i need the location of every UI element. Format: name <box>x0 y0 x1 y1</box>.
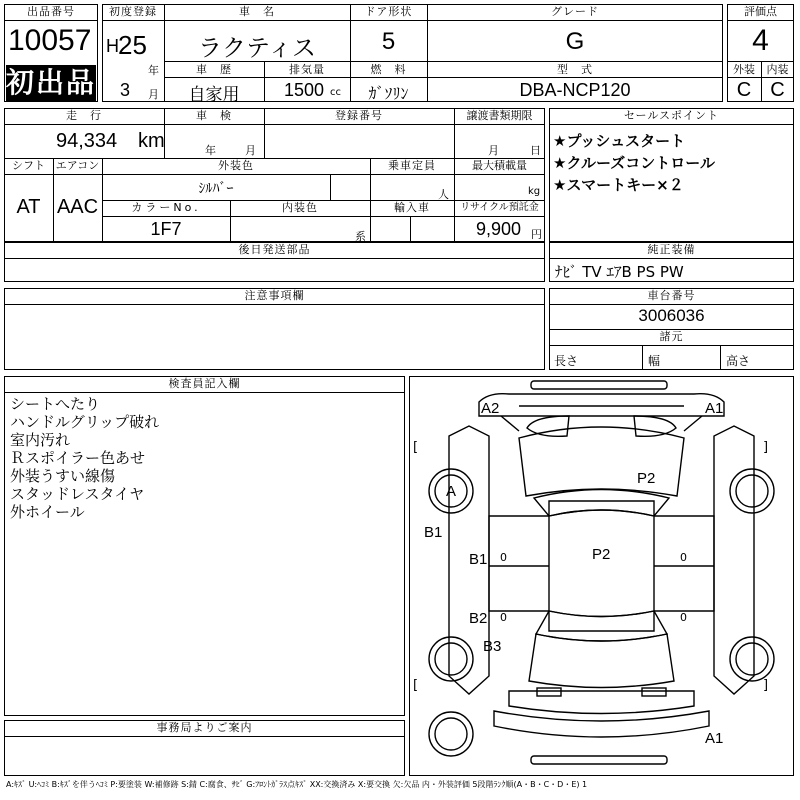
lot-number: 10057 <box>8 24 92 57</box>
history-label: 車 歴 <box>196 63 232 76</box>
inspector-note: Ｒスポイラー色あせ <box>10 449 146 467</box>
chassis-number: 3006036 <box>638 306 705 325</box>
inspection-year-unit: 年 <box>205 144 216 157</box>
sales-point: ★スマートキー×２ <box>553 176 684 194</box>
damage-mark: P2 <box>592 546 611 563</box>
aircon: AAC <box>56 196 99 218</box>
shift: AT <box>16 196 41 218</box>
first-registration-label: 初度登録 <box>109 5 157 18</box>
displacement-unit: cc <box>330 87 341 98</box>
bracket: ] <box>763 440 769 455</box>
grade-label: グレード <box>551 5 599 18</box>
interior-grade: C <box>770 79 785 101</box>
damage-mark: A1 <box>705 400 724 417</box>
inspector-note: 室内汚れ <box>10 431 71 449</box>
registration-year: 25 <box>118 30 147 60</box>
hood-outline <box>519 427 684 496</box>
length-label: 長さ <box>554 354 579 368</box>
bracket: [ <box>413 440 419 455</box>
door-count: 5 <box>381 28 396 55</box>
front-bumper-top <box>531 381 667 389</box>
sales-point: ★クルーズコントロール <box>553 154 715 172</box>
displacement-label: 排気量 <box>289 63 325 76</box>
interior-color-unit: 系 <box>355 230 366 243</box>
aircon-label: エアコン <box>55 159 100 172</box>
recycle-deposit: 9,900 <box>476 219 522 239</box>
exterior-color-label: 外装色 <box>218 159 254 172</box>
registration-month: 3 <box>120 80 131 100</box>
notes-label: 注意事項欄 <box>244 289 305 302</box>
bracket: ] <box>763 678 769 693</box>
month-unit: 月 <box>148 88 159 101</box>
damage-mark: B2 <box>469 610 488 627</box>
damage-mark: B1 <box>469 551 488 568</box>
exterior-color: ｼﾙﾊﾞｰ <box>198 181 234 197</box>
mileage-label: 走 行 <box>66 109 102 122</box>
score-label: 評価点 <box>744 5 777 18</box>
color-number-label: カラーNo. <box>131 201 201 214</box>
zero-mark: 0 <box>680 551 687 564</box>
car-name: ラクティス <box>197 34 317 62</box>
inspector-note: ハンドルグリップ破れ <box>10 413 160 431</box>
damage-mark: B3 <box>483 638 502 655</box>
model-code: DBA-NCP120 <box>519 80 631 100</box>
legend: A:ｷｽﾞ U:ﾍｺﾐ B:ｷｽﾞを伴うﾍｺﾐ P:要塗装 W:補修跡 S:錆 C:腐食、ｻﾋﾞ G:ﾌﾛﾝﾄｶﾞﾗｽ点ｷｽﾞ XX:交換済み X:要交換 欠:欠品 内・外装評価 5段階ﾗﾝｸ順(A・B・C・D・E) 1 <box>6 780 588 789</box>
model-label: 型 式 <box>557 63 593 76</box>
equipment-list: ﾅﾋﾞ TV ｴｱB PS PW <box>555 263 684 281</box>
damage-mark: A1 <box>705 730 724 747</box>
damage-mark: P2 <box>637 470 656 487</box>
chassis-number-label: 車台番号 <box>647 289 696 302</box>
rear-outline <box>529 634 674 688</box>
fuel-label: 燃 料 <box>370 63 407 76</box>
car-diagram <box>409 376 794 776</box>
rear-bumper <box>494 711 709 737</box>
shift-label: シフト <box>12 159 45 172</box>
exterior-grade: C <box>736 79 752 101</box>
zero-mark: 0 <box>680 611 687 624</box>
right-side <box>714 426 754 694</box>
office-label: 事務局よりご案内 <box>156 721 253 734</box>
year-unit: 年 <box>148 64 159 77</box>
transfer-doc-deadline-label: 譲渡書類期限 <box>466 109 533 122</box>
max-load-label: 最大積載量 <box>472 159 527 172</box>
zero-mark: 0 <box>500 551 507 564</box>
registration-number-label: 登録番号 <box>335 109 383 122</box>
later-parts-label: 後日発送部品 <box>238 243 311 256</box>
damage-mark: A2 <box>481 400 500 417</box>
interior-grade-label: 内装 <box>766 63 789 76</box>
interior-color-label: 内装色 <box>282 201 318 214</box>
roof-outline <box>549 510 654 617</box>
inspection-label: 車 検 <box>196 109 232 122</box>
sales-point: ★プッシュスタート <box>553 132 686 150</box>
inspection-month-unit: 月 <box>245 144 256 157</box>
load-unit: kg <box>528 186 541 197</box>
grade: G <box>565 28 585 55</box>
first-listing-badge: 初出品 <box>6 66 97 99</box>
specs-label: 諸元 <box>659 330 684 343</box>
equipment-label: 純正装備 <box>647 243 696 256</box>
zero-mark: 0 <box>500 611 507 624</box>
front-outline <box>479 394 724 416</box>
details-box <box>4 108 545 242</box>
lot-number-label: 出品番号 <box>27 5 75 18</box>
inspector-note: スタッドレスタイヤ <box>10 485 145 503</box>
inspector-note: シートへたり <box>10 395 101 413</box>
color-number: 1F7 <box>150 219 182 239</box>
bracket: [ <box>413 678 419 693</box>
import-label: 輸入車 <box>394 201 430 214</box>
mileage: 94,334 <box>56 130 118 152</box>
damage-mark: A <box>446 483 457 500</box>
recycle-unit: 円 <box>531 228 542 241</box>
inspector-label: 検査員記入欄 <box>168 377 241 390</box>
displacement: 1500 <box>284 80 325 100</box>
fuel: ｶﾞｿﾘﾝ <box>368 84 409 103</box>
capacity-label: 乗車定員 <box>388 159 436 172</box>
width-label: 幅 <box>648 354 661 368</box>
exterior-grade-label: 外装 <box>733 63 755 76</box>
damage-mark: B1 <box>424 524 443 541</box>
capacity-unit: 人 <box>438 188 449 201</box>
door-type-label: ドア形状 <box>364 5 413 18</box>
history: 自家用 <box>188 85 240 105</box>
inspector-note: 外装うすい線傷 <box>10 467 116 485</box>
mileage-unit: km <box>138 130 165 152</box>
inspector-note: 外ホイール <box>10 503 85 521</box>
height-label: 高さ <box>726 354 751 368</box>
transfer-day-unit: 日 <box>530 144 541 157</box>
transfer-month-unit: 月 <box>488 144 499 157</box>
recycle-deposit-label: リサイクル預託金 <box>460 202 539 213</box>
sales-points-label: セールスポイント <box>623 109 719 122</box>
score: 4 <box>752 24 769 57</box>
era: H <box>106 36 119 56</box>
car-name-label: 車 名 <box>239 5 275 18</box>
